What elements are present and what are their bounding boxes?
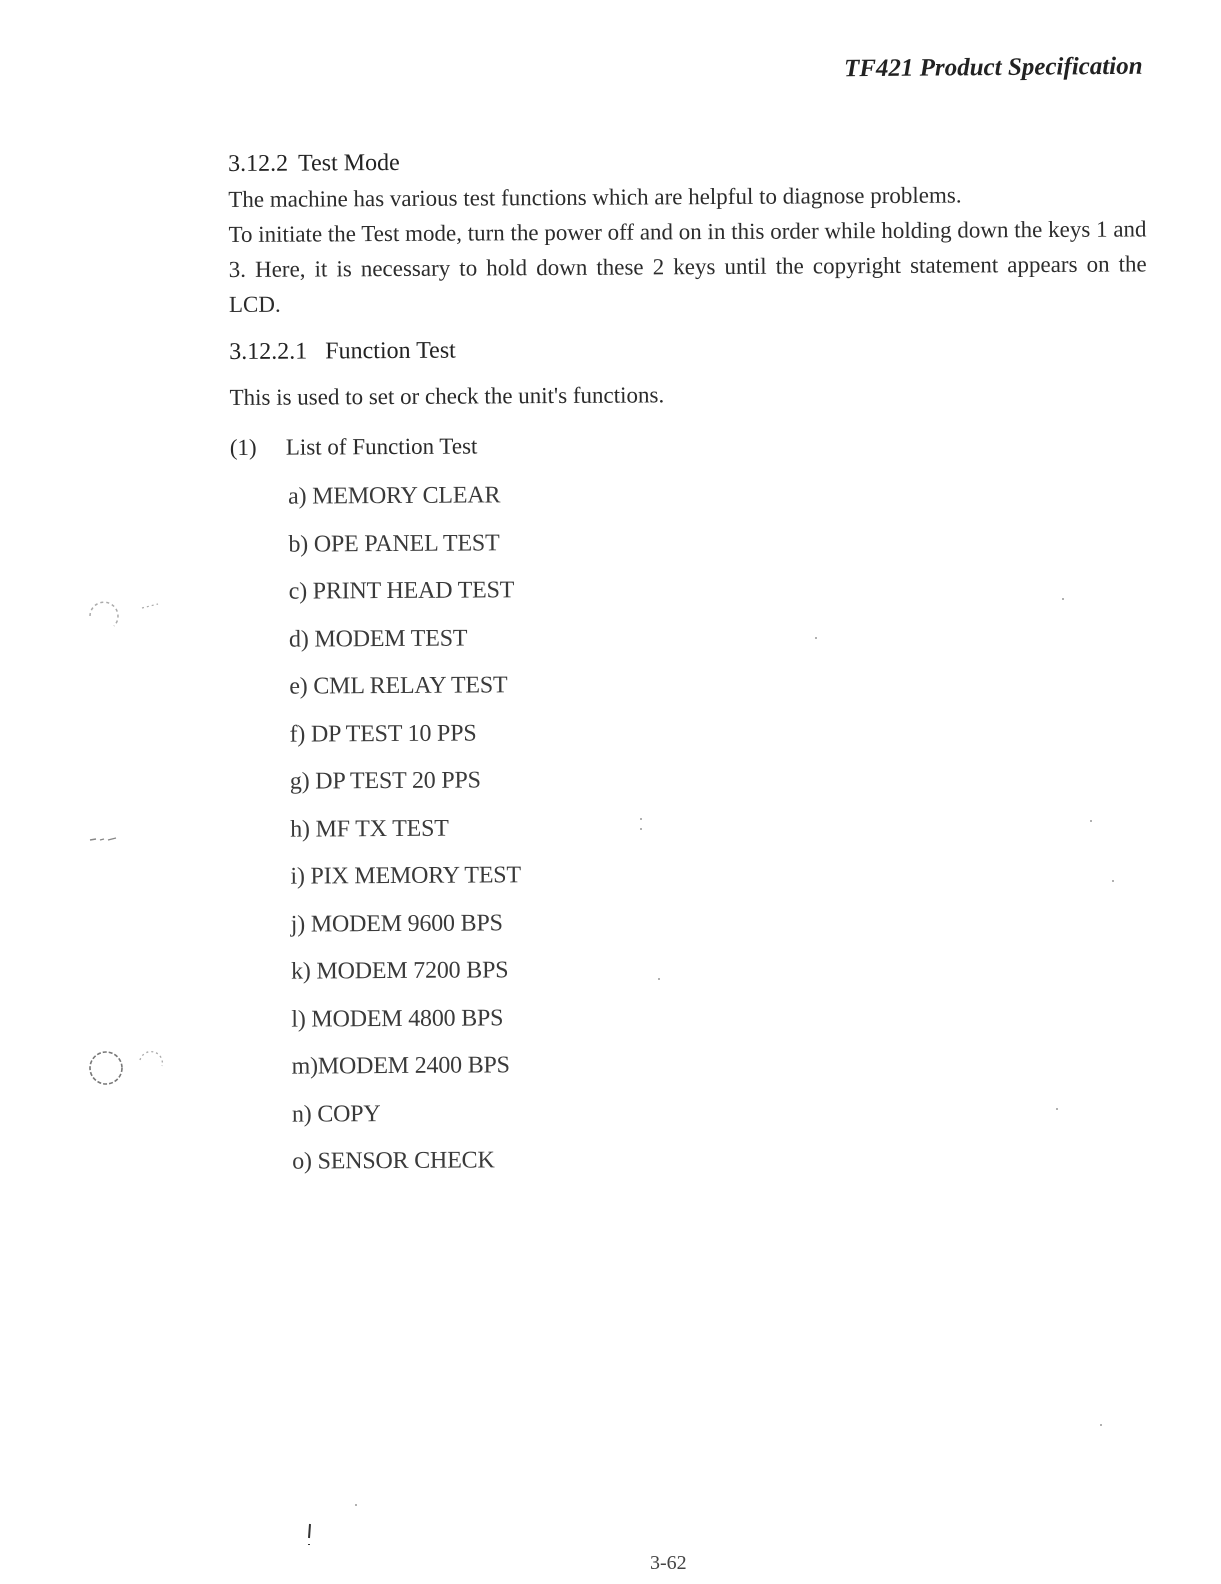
scan-speck <box>640 818 642 820</box>
list-item: e) CML RELAY TEST <box>289 672 508 700</box>
list-item: g) DP TEST 20 PPS <box>289 767 481 795</box>
subsection-intro: This is used to set or check the unit's functions. <box>229 382 665 410</box>
list-item: d) MODEM TEST <box>288 625 468 653</box>
page-header: TF421 Product Specification <box>844 52 1144 83</box>
scan-speck <box>1090 820 1092 822</box>
subsection-heading <box>229 330 1147 368</box>
punch-hole-mark-lower <box>84 1046 184 1090</box>
page-number: 3-62 <box>650 1552 687 1574</box>
list-number: (1) <box>229 434 257 460</box>
scan-speck <box>1056 1108 1058 1110</box>
list-item: m)MODEM 2400 BPS <box>291 1052 510 1080</box>
scan-speck <box>355 1504 357 1506</box>
scan-speck <box>640 828 642 830</box>
list-heading <box>230 426 1148 464</box>
scan-smudge <box>88 832 128 846</box>
list-item: h) MF TX TEST <box>290 815 449 843</box>
list-item: a) MEMORY CLEAR <box>288 482 501 510</box>
scan-speck <box>1062 598 1064 600</box>
list-item: j) MODEM 9600 BPS <box>290 909 503 938</box>
punch-hole-mark-upper <box>84 598 164 638</box>
list-item: c) PRINT HEAD TEST <box>288 577 515 605</box>
section-title: Test Mode <box>298 149 400 177</box>
scan-smudge <box>304 1522 316 1548</box>
scan-speck <box>658 978 660 980</box>
list-item: o) SENSOR CHECK <box>292 1147 495 1175</box>
list-item: f) DP TEST 10 PPS <box>289 719 477 748</box>
page-content <box>228 142 1152 1186</box>
scan-speck <box>1112 880 1114 882</box>
section-body <box>228 176 1147 322</box>
list-item: l) MODEM 4800 BPS <box>291 1004 504 1033</box>
paragraph-1: The machine has various test functions which are helpful to diagnose problems. <box>228 182 962 212</box>
list-item: b) OPE PANEL TEST <box>288 529 500 558</box>
section-number: 3.12.2 <box>228 150 289 177</box>
scan-speck <box>1100 1424 1102 1426</box>
subsection-title: Function Test <box>325 337 456 365</box>
subsection-number: 3.12.2.1 <box>229 338 308 365</box>
list-item: i) PIX MEMORY TEST <box>290 862 521 890</box>
list-item: k) MODEM 7200 BPS <box>290 957 509 985</box>
section-heading <box>228 142 1146 180</box>
function-test-list <box>288 468 1152 1186</box>
list-item: n) COPY <box>291 1100 381 1128</box>
paragraph-2: To initiate the Test mode, turn the power off and on in this order while holding down the keys 1 and 3. Here, it is necessary to hold down these 2 keys until the copyright statement appears on the LCD. <box>228 216 1147 317</box>
scan-speck <box>815 637 817 639</box>
list-title: List of Function Test <box>285 433 478 460</box>
